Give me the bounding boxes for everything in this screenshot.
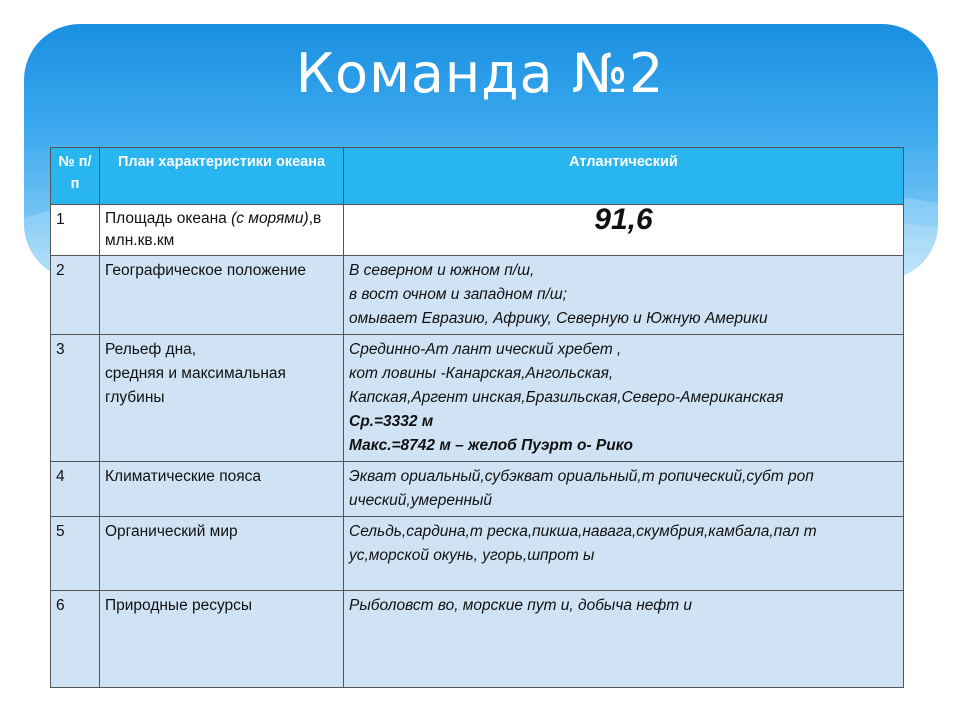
- row-num: 4: [51, 462, 100, 517]
- table-row: [51, 517, 904, 591]
- table-row: [51, 205, 904, 256]
- row-plan: Географическое положение: [100, 256, 344, 335]
- row-value: [344, 335, 904, 462]
- value-line: омывает Евразию, Африку, Северную и Южную Америки: [349, 310, 768, 327]
- ocean-table: [50, 147, 904, 688]
- row-value: Сельдь,сардина,т реска,пикша,навага,скумбрия,камбала,пал т ус,морской окунь, угорь,шпрот ы: [344, 517, 904, 591]
- value-line: Срединно-Ат лант ический хребет ,: [349, 341, 622, 358]
- header-num: № п/п: [51, 148, 100, 205]
- value-line: В северном и южном п/ш,: [349, 262, 535, 279]
- row-value: Экват ориальный,субэкват ориальный,т ропический,субт роп ический,умеренный: [344, 462, 904, 517]
- value-line: кот ловины -Канарская,Ангольская,: [349, 365, 614, 382]
- value-line: Капская,Аргент инская,Бразильская,Северо-Американская: [349, 389, 784, 406]
- row-plan: [100, 335, 344, 462]
- table-row: [51, 256, 904, 335]
- row-plan: Климатические пояса: [100, 462, 344, 517]
- row-plan: [100, 205, 344, 256]
- table-row: [51, 462, 904, 517]
- row-plan-italic: (с морями): [231, 210, 309, 227]
- slide-title: Команда №2: [295, 42, 665, 105]
- plan-line: средняя и максимальная глубины: [105, 365, 286, 406]
- row-plan: Природные ресурсы: [100, 591, 344, 688]
- row-num: 3: [51, 335, 100, 462]
- row-num: 6: [51, 591, 100, 688]
- row-value: 91,6: [344, 205, 904, 256]
- row-num: 1: [51, 205, 100, 256]
- row-plan: Органический мир: [100, 517, 344, 591]
- value-bold-line: Ср.=3332 м: [349, 413, 434, 430]
- value-line: в вост очном и западном п/ш;: [349, 286, 567, 303]
- row-plan-text: ,в млн.кв.км: [105, 210, 322, 249]
- header-plan: План характеристики океана: [100, 148, 344, 205]
- row-plan-text: Площадь океана: [105, 210, 232, 227]
- row-value: Рыболовст во, морские пут и, добыча нефт и: [344, 591, 904, 688]
- table-row: [51, 335, 904, 462]
- row-num: 5: [51, 517, 100, 591]
- plan-line: Рельеф дна,: [105, 341, 197, 358]
- row-num: 2: [51, 256, 100, 335]
- row-value: [344, 256, 904, 335]
- header-ocean: Атлантический: [344, 148, 904, 205]
- table-row: [51, 591, 904, 688]
- value-bold-line: Макс.=8742 м – желоб Пуэрт о- Рико: [349, 437, 634, 454]
